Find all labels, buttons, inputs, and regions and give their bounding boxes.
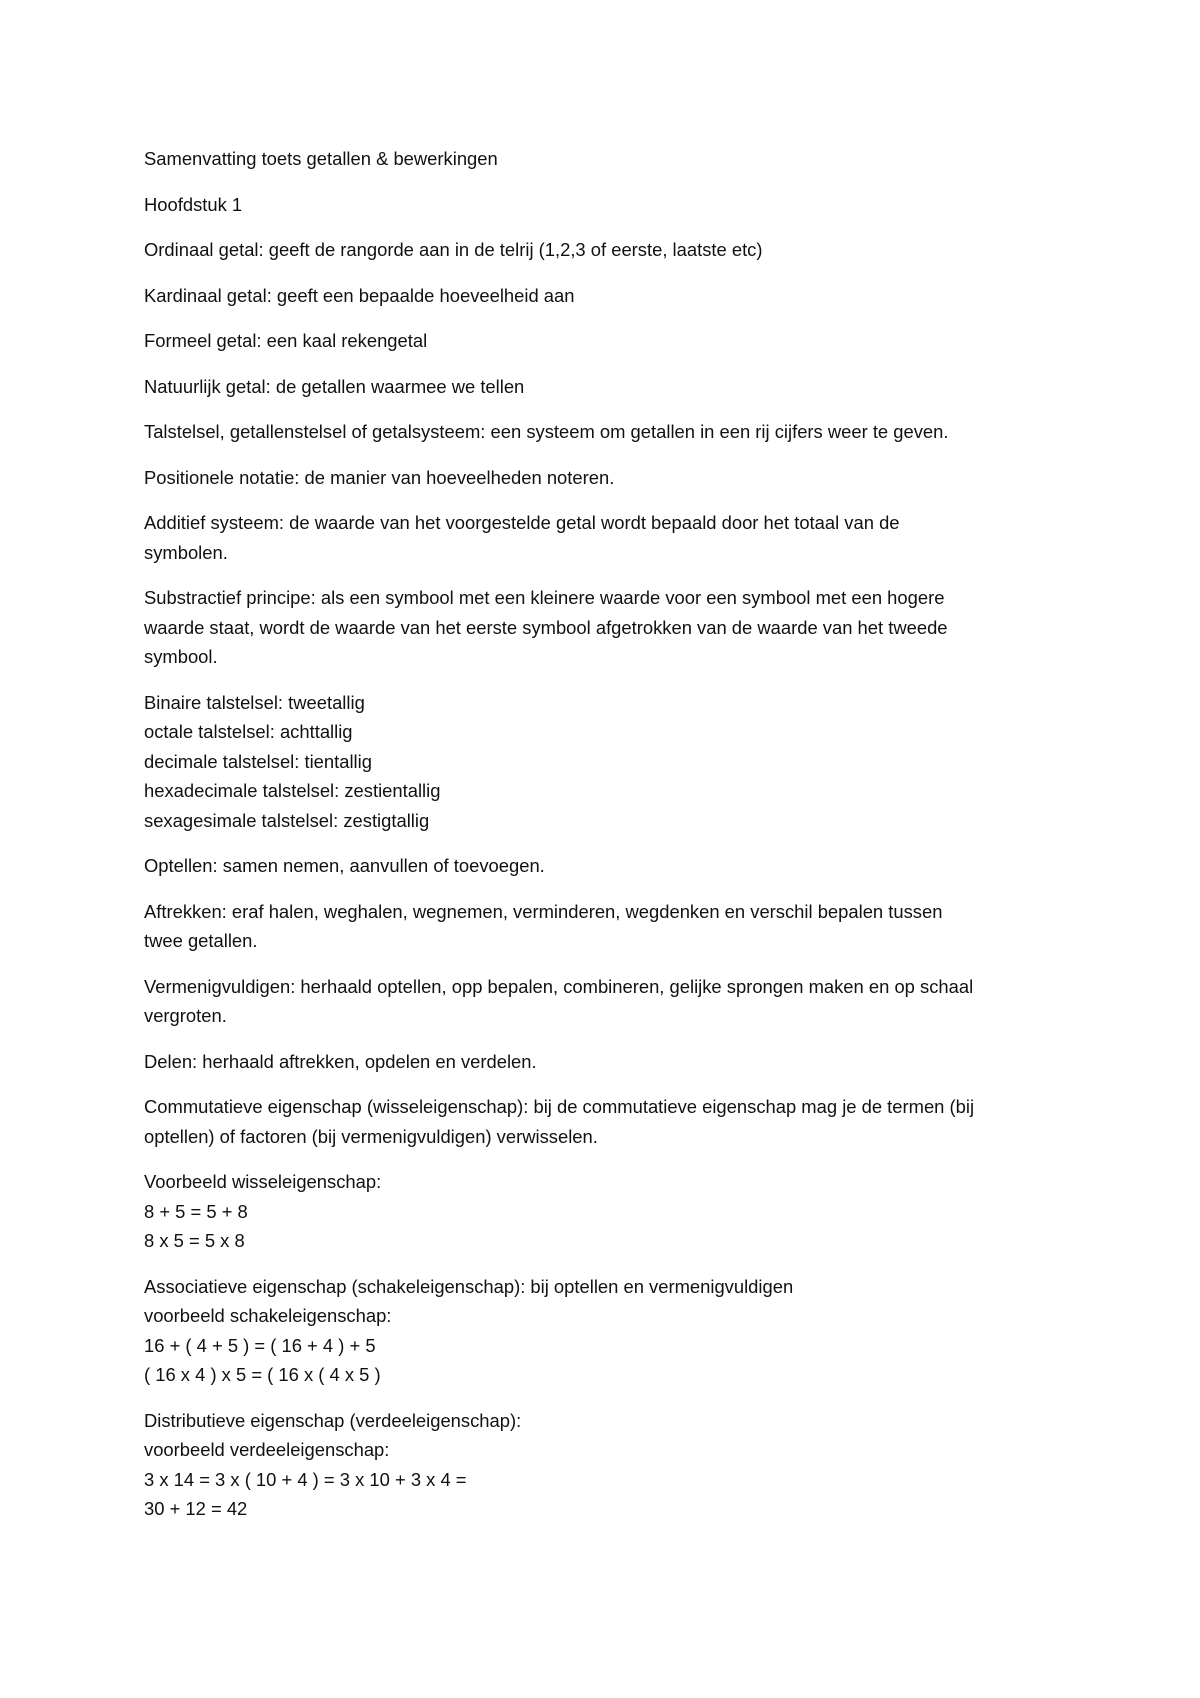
text-line: waarde staat, wordt de waarde van het eerste symbool afgetrokken van de waarde van het tweede	[144, 616, 948, 638]
paragraph	[144, 851, 1064, 881]
text-line: Distributieve eigenschap (verdeeleigenschap):	[144, 1409, 522, 1431]
text-line: 8 + 5 = 5 + 8	[144, 1200, 248, 1222]
paragraph	[144, 463, 1064, 493]
text-line: ( 16 x 4 ) x 5 = ( 16 x ( 4 x 5 )	[144, 1364, 381, 1385]
text-line: Ordinaal getal: geeft de rangorde aan in de telrij (1,2,3 of eerste, laatste etc)	[144, 239, 763, 260]
text-line: octale talstelsel: achttallig	[144, 721, 353, 742]
text-line: symbool.	[144, 646, 218, 667]
document-title	[144, 144, 1064, 174]
text-line: hexadecimale talstelsel: zestientallig	[144, 780, 441, 801]
paragraph	[144, 235, 1064, 265]
text-line: symbolen.	[144, 541, 228, 563]
text-line: optellen) of factoren (bij vermenigvuldigen) verwisselen.	[144, 1125, 598, 1147]
text-line: Delen: herhaald aftrekken, opdelen en verdelen.	[144, 1050, 537, 1072]
text-line: 30 + 12 = 42	[144, 1498, 248, 1519]
paragraph	[144, 372, 1064, 402]
text-line: Hoofdstuk 1	[144, 193, 243, 215]
text-line: Voorbeeld wisseleigenschap:	[144, 1171, 382, 1192]
paragraph	[144, 326, 1064, 356]
paragraph	[144, 972, 1064, 1031]
paragraph	[144, 1092, 1064, 1151]
document-body	[144, 144, 1064, 1540]
text-line: Positionele notatie: de manier van hoeveelheden noteren.	[144, 466, 615, 488]
paragraph	[144, 1047, 1064, 1077]
paragraph	[144, 281, 1064, 311]
paragraph	[144, 1272, 1064, 1390]
text-line: Aftrekken: eraf halen, weghalen, wegnemen, verminderen, wegdenken en verschil bepalen tussen	[144, 900, 943, 922]
text-line: Kardinaal getal: geeft een bepaalde hoeveelheid aan	[144, 284, 575, 306]
text-line: 16 + ( 4 + 5 ) = ( 16 + 4 ) + 5	[144, 1334, 376, 1356]
chapter-heading	[144, 190, 1064, 220]
text-line: decimale talstelsel: tientallig	[144, 750, 372, 772]
text-line: Natuurlijk getal: de getallen waarmee we tellen	[144, 375, 525, 397]
text-line: Commutatieve eigenschap (wisseleigenschap): bij de commutatieve eigenschap mag je de termen (bij	[144, 1096, 975, 1117]
paragraph	[144, 583, 1064, 672]
text-line: 3 x 14 = 3 x ( 10 + 4 ) = 3 x 10 + 3 x 4 =	[144, 1468, 467, 1490]
text-line: voorbeeld verdeeleigenschap:	[144, 1439, 390, 1460]
text-line: Vermenigvuldigen: herhaald optellen, opp bepalen, combineren, gelijke sprongen maken en op schaal	[144, 975, 974, 997]
text-line: vergroten.	[144, 1005, 227, 1026]
paragraph	[144, 1167, 1064, 1256]
paragraph	[144, 688, 1064, 836]
text-line: 8 x 5 = 5 x 8	[144, 1230, 245, 1251]
text-line: Optellen: samen nemen, aanvullen of toevoegen.	[144, 855, 545, 876]
text-line: Formeel getal: een kaal rekengetal	[144, 330, 428, 351]
text-line: Substractief principe: als een symbool met een kleinere waarde voor een symbool met een hogere	[144, 587, 945, 608]
paragraph	[144, 417, 1064, 447]
text-line: sexagesimale talstelsel: zestigtallig	[144, 809, 430, 831]
paragraph	[144, 1406, 1064, 1524]
text-line: twee getallen.	[144, 930, 258, 951]
paragraph	[144, 508, 1064, 567]
text-line: voorbeeld schakeleigenschap:	[144, 1305, 392, 1326]
text-line: Associatieve eigenschap (schakeleigenschap): bij optellen en vermenigvuldigen	[144, 1275, 794, 1297]
text-line: Binaire talstelsel: tweetallig	[144, 691, 365, 713]
paragraph	[144, 897, 1064, 956]
text-line: Talstelsel, getallenstelsel of getalsysteem: een systeem om getallen in een rij cijfers weer te geven.	[144, 421, 949, 442]
text-line: Additief systeem: de waarde van het voorgestelde getal wordt bepaald door het totaal van de	[144, 512, 900, 533]
text-line: Samenvatting toets getallen & bewerkingen	[144, 148, 498, 169]
